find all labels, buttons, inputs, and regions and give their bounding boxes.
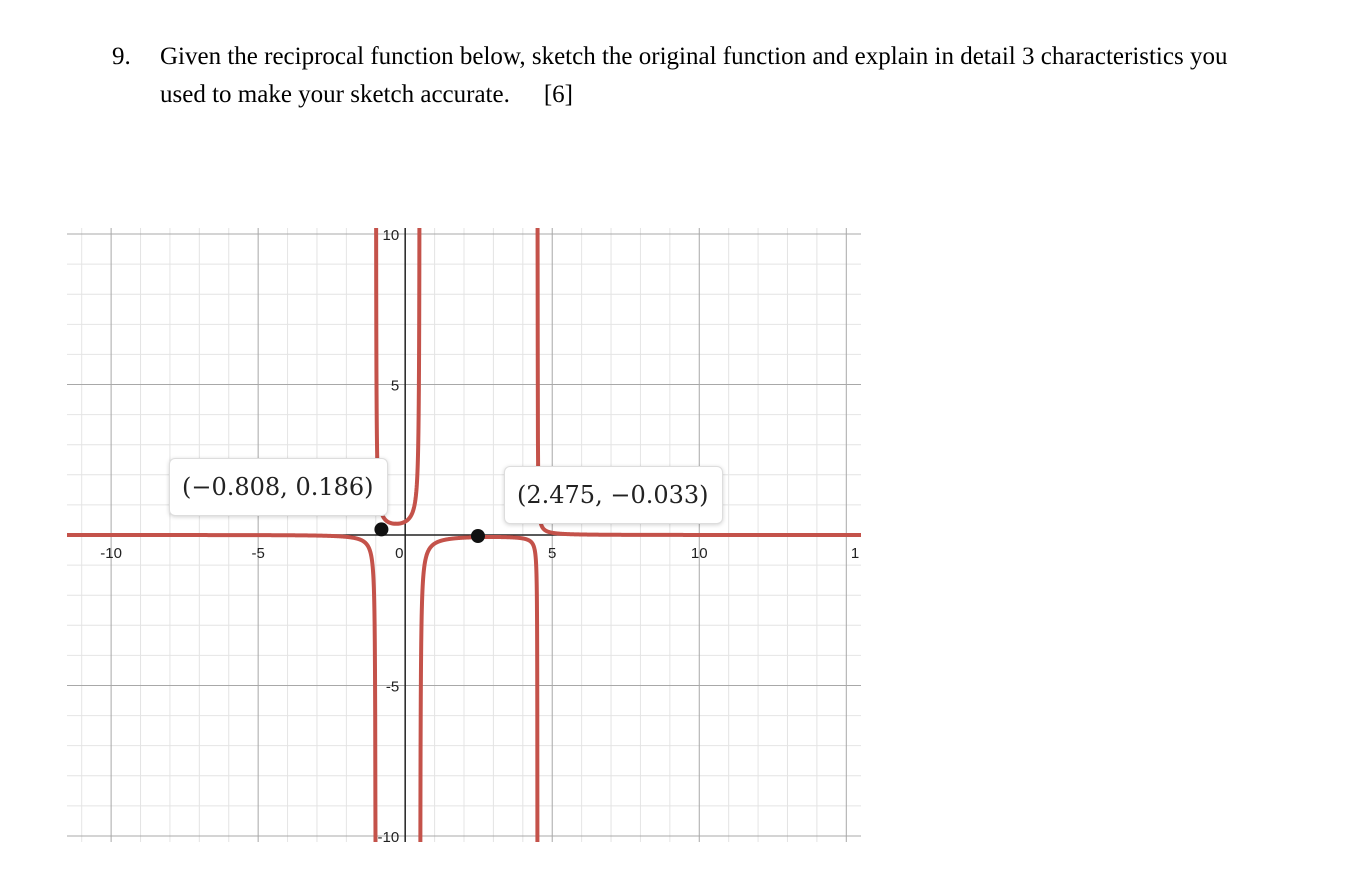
- point-marker: [471, 529, 485, 543]
- y-tick-label: 5: [390, 377, 400, 395]
- x-tick-label: 10: [690, 545, 708, 562]
- point-markers: [374, 522, 485, 543]
- y-tick-label: 10: [382, 227, 400, 245]
- curve-branch: [67, 535, 376, 866]
- question-number: 9.: [112, 43, 131, 70]
- x-tick-label: 5: [548, 545, 557, 562]
- y-tick-label: -5: [385, 678, 400, 696]
- x-tick-label: 1: [850, 545, 860, 562]
- question-marks: [6]: [543, 81, 574, 108]
- x-tick-label: 0: [395, 545, 404, 562]
- point-label-left: (−0.808, 0.186): [169, 458, 388, 516]
- question-body: Given the reciprocal function below, sketch the original function and explain in detail 3 characteristics you used to make your sketch accurate.: [160, 43, 1228, 108]
- point-label-right: (2.475, −0.033): [504, 466, 723, 524]
- y-tick-label: -10: [377, 828, 400, 846]
- x-tick-label: -10: [100, 545, 122, 562]
- curve-branch: [420, 537, 538, 866]
- point-marker: [374, 522, 388, 536]
- x-tick-label: -5: [251, 545, 265, 562]
